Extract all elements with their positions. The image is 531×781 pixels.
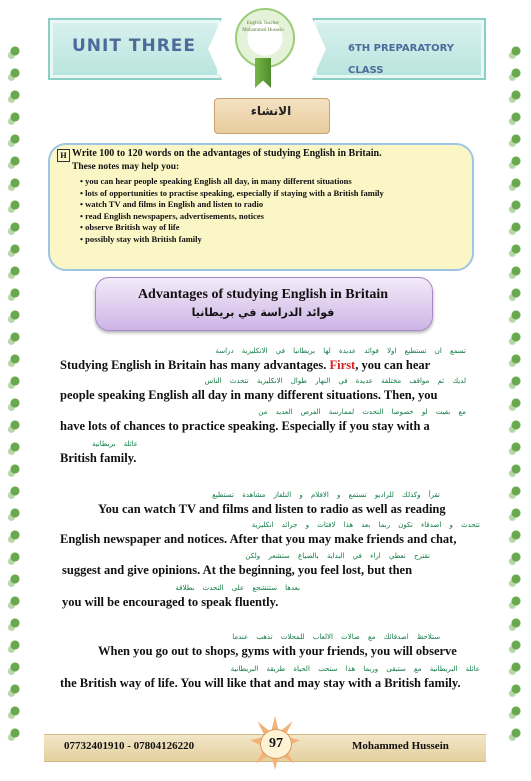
grade-line-1: 6TH PREPARATORY bbox=[348, 43, 455, 54]
arabic-gloss: تسمع ان تستطيع اولا فوائد عديدة لها بريطانيا في الانكليزية دراسة bbox=[215, 347, 466, 355]
essay-title-en: Advantages of studying English in Britain bbox=[137, 287, 389, 302]
essay-line: the British way of life. You will like that and may stay with a British family. bbox=[60, 676, 461, 690]
arabic-gloss: مع بقيت لو خصوصا التحدث لممارسة الفرص العديد من bbox=[258, 408, 466, 416]
essay-line: have lots of chances to practice speaking. Especially if you stay with a bbox=[60, 419, 430, 433]
prompt-subtitle: These notes may help you: bbox=[72, 162, 180, 172]
arabic-gloss: ستلاحظ اصدقائك مع صالات الالعاب للمحلات تذهب عندما bbox=[232, 633, 440, 641]
note-item: • read English newspapers, advertisements, notices bbox=[80, 211, 384, 223]
essay-line: suggest and give opinions. At the beginning, you feel lost, but then bbox=[62, 563, 413, 577]
essay-line: Studying English in Britain has many advantages. First, you can hear bbox=[60, 358, 431, 372]
medal-text: English Teacher Mohammed Hussein bbox=[242, 21, 284, 33]
arabic-gloss: عائلة البريطانية مع ستبقى وربما هذا ستحب الحياة طريقة البريطانية bbox=[230, 665, 480, 673]
question-number: H bbox=[57, 149, 70, 162]
essay-title-ar: فوائد الدراسة في بريطانيا bbox=[191, 306, 335, 319]
left-vine-border bbox=[6, 40, 24, 741]
note-item: • observe British way of life bbox=[80, 222, 384, 234]
unit-title: UNIT THREE bbox=[72, 36, 197, 56]
section-label: الانشاء bbox=[250, 104, 292, 118]
essay-title-box bbox=[95, 277, 433, 331]
author-name: Mohammed Hussein bbox=[352, 740, 449, 752]
arabic-gloss: بعدها ستتشجع على التحدث بطلاقة bbox=[175, 584, 300, 592]
right-vine-border bbox=[507, 40, 525, 741]
essay-line: You can watch TV and films and listen to radio as well as reading bbox=[98, 502, 446, 516]
grade-line-2: CLASS bbox=[348, 65, 384, 76]
note-item: • watch TV and films in English and listen to radio bbox=[80, 199, 384, 211]
grade-title bbox=[348, 38, 454, 82]
essay-line: British family. bbox=[60, 451, 137, 465]
arabic-gloss: تقترح تعطي اراء في البداية بالضياع ستشعر ولكن bbox=[245, 552, 430, 560]
highlight-word: First bbox=[329, 358, 356, 372]
arabic-gloss: لديك ثم مواقف مختلفة عديدة في النهار طوال الانكليزية تتحدث الناس bbox=[204, 377, 466, 385]
notes-list bbox=[80, 176, 384, 246]
note-item: • you can hear people speaking English all day, in many different situations bbox=[80, 176, 384, 188]
prompt-instruction: Write 100 to 120 words on the advantages of studying English in Britain. bbox=[72, 148, 382, 159]
arabic-gloss: عائلة بريطانية bbox=[91, 440, 138, 448]
ribbon-icon bbox=[255, 58, 271, 88]
essay-line: you will be encouraged to speak fluently. bbox=[62, 595, 279, 609]
essay-line: When you go out to shops, gyms with your friends, you will observe bbox=[98, 644, 457, 658]
note-item: • possibly stay with British family bbox=[80, 234, 384, 246]
note-item: • lots of opportunities to practise speaking, especially if staying with a British family bbox=[80, 188, 384, 200]
arabic-gloss: تتحدث و اصدقاء تكون ربما بعد هذا لافتات و جرائد انكليزية bbox=[251, 521, 480, 529]
essay-line: people speaking English all day in many different situations. Then, you bbox=[60, 388, 438, 402]
arabic-gloss: تقرأ وكذلك للراديو تستمع و الافلام و التلفاز مشاهدة تستطيع bbox=[212, 491, 440, 499]
essay-line: English newspaper and notices. After that you may make friends and chat, bbox=[60, 532, 457, 546]
page-number: 97 bbox=[260, 729, 292, 759]
phone-numbers: 07732401910 - 07804126220 bbox=[64, 740, 195, 752]
